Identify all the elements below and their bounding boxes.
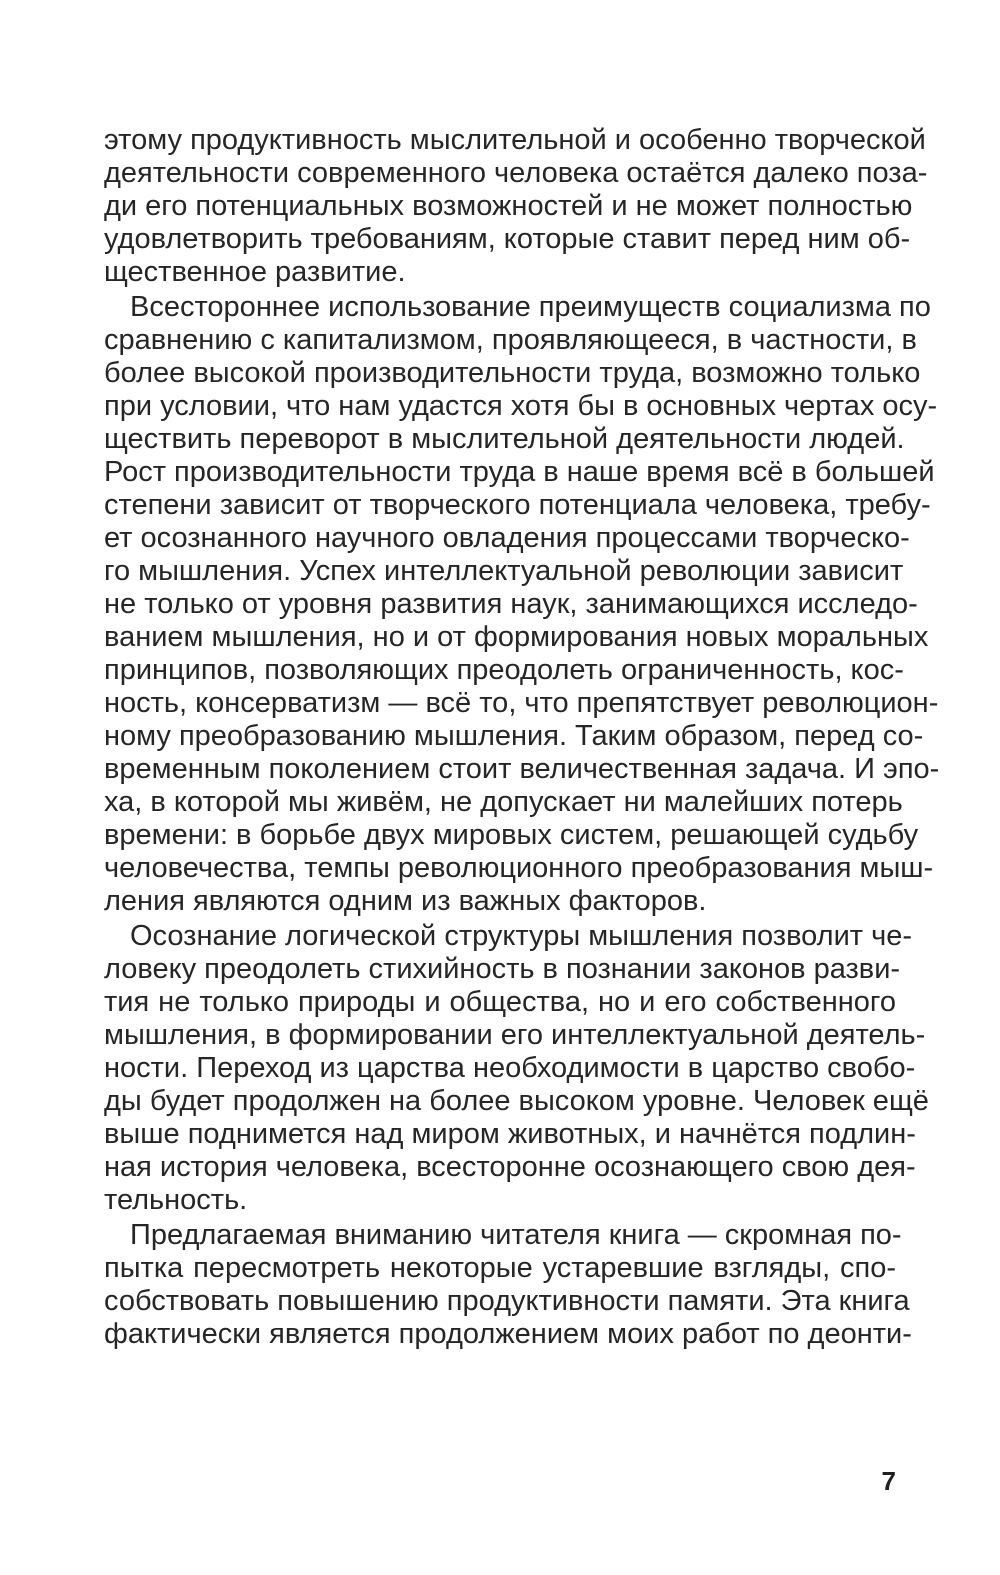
text-line: пытка пересмотреть некоторые устаревшие взгляды, спо- [104,1252,896,1284]
text-line: го мышления. Успех интеллектуальной революции зависит [104,555,904,587]
text-line: временным поколением стоит величественная задача. И эпо- [104,753,940,785]
text-line: ет осознанного научного овладения процессами творческо- [104,522,910,554]
body-text [104,124,940,1353]
text-line: ному преобразованию мышления. Таким образом, перед со- [104,720,924,752]
text-line: ванием мышления, но и от формирования новых моральных [104,621,929,653]
text-line: степени зависит от творческого потенциала человека, требу- [104,489,931,521]
text-line: ха, в которой мы живём, не допускает ни малейших потерь [104,786,903,818]
text-line: ления являются одним из важных факторов. [104,885,707,917]
text-line: этому продуктивность мыслительной и особенно творческой [104,124,926,156]
text-line: принципов, позволяющих преодолеть ограниченность, кос- [104,654,904,686]
text-line: деятельности современного человека остаётся далеко поза- [104,157,928,189]
text-line: щественное развитие. [104,256,406,288]
text-line: Предлагаемая вниманию читателя книга — скромная по- [130,1219,902,1251]
paragraph-2 [104,291,940,918]
text-line: Всестороннее использование преимуществ социализма по [130,291,931,323]
text-line: сравнению с капитализмом, проявляющееся, в частности, в [104,324,917,356]
page-number: 7 [881,1466,896,1496]
text-line: ды будет продолжен на более высоком уровне. Человек ещё [104,1085,929,1117]
paragraph-1 [104,124,928,289]
text-line: более высокой производительности труда, возможно только [104,357,921,389]
text-line: ности. Переход из царства необходимости в царство свобо- [104,1052,916,1084]
text-line: ловеку преодолеть стихийность в познании законов разви- [104,953,901,985]
text-line: тельность. [104,1184,248,1216]
text-line: выше поднимется над миром животных, и начнётся подлин- [104,1118,916,1150]
text-line: ществить переворот в мыслительной деятельности людей. [104,423,905,455]
text-line: ди его потенциальных возможностей и не может полностью [104,190,913,222]
paragraph-4 [104,1219,912,1351]
text-line: ная история человека, всесторонне осознающего свою дея- [104,1151,916,1183]
text-line: мышления, в формировании его интеллектуальной деятель- [104,1019,926,1051]
text-line: Осознание логической структуры мышления позволит че- [130,920,913,952]
text-line: собствовать повышению продуктивности памяти. Эта книга [104,1285,910,1317]
text-line: не только от уровня развития наук, занимающихся исследо- [104,588,918,620]
text-line: тия не только природы и общества, но и его собственного [104,986,896,1018]
text-line: человечества, темпы революционного преобразования мыш- [104,852,934,884]
text-line: времени: в борьбе двух мировых систем, решающей судьбу [104,819,919,851]
paragraph-3 [104,920,929,1217]
text-line: ность, консерватизм — всё то, что препятствует революцион- [104,687,939,719]
text-line: фактически является продолжением моих работ по деонти- [104,1318,912,1350]
text-line: удовлетворить требованиям, которые ставит перед ним об- [104,223,911,255]
text-line: при условии, что нам удастся хотя бы в основных чертах осу- [104,390,938,422]
text-line: Рост производительности труда в наше время всё в большей [104,456,935,488]
